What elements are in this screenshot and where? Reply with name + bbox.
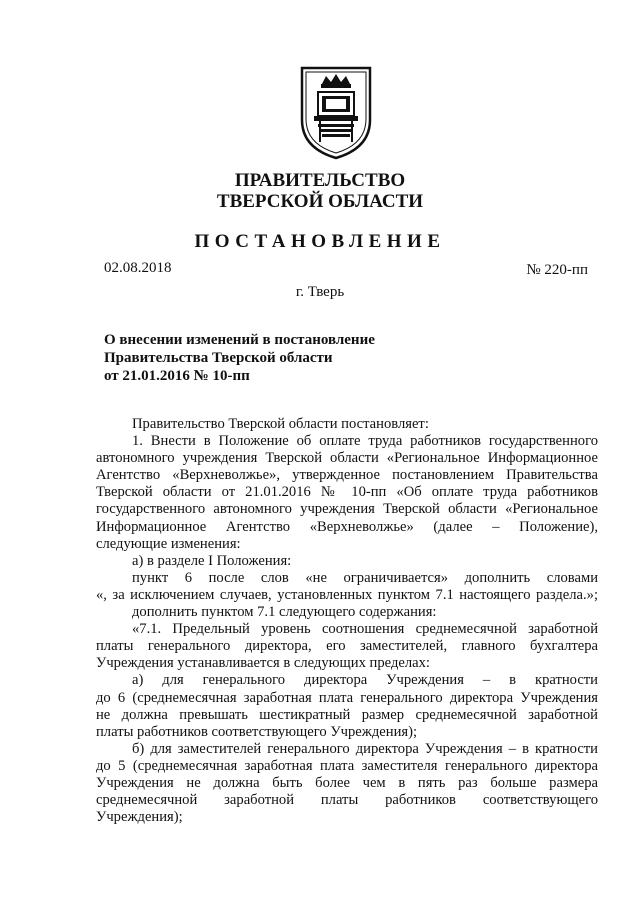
government-title-line1: ПРАВИТЕЛЬСТВО — [234, 170, 406, 191]
body-line: платы генерального директора, его заместителей, главного бухгалтера — [96, 638, 598, 655]
document-body — [96, 416, 598, 826]
body-line: не должна превышать шестикратный размер среднемесячной заработной — [96, 706, 598, 723]
body-line: «7.1. Предельный уровень соотношения среднемесячной заработной — [132, 621, 598, 638]
body-line: 1. Внести в Положение об оплате труда работников государственного — [132, 433, 598, 450]
body-line: Тверской области от 21.01.2016 № 10-пп «Об оплате труда работников — [96, 484, 598, 501]
document-type: ПОСТАНОВЛЕНИЕ — [194, 231, 446, 252]
body-line: Правительство Тверской области постановляет: — [132, 416, 429, 432]
subject-line: О внесении изменений в постановление — [104, 332, 375, 348]
body-line: Информационное Агентство «Верхневолжье» (далее – Положение), — [96, 518, 598, 535]
body-line: до 5 (среднемесячная заработная плата заместителя генерального директора — [96, 757, 598, 774]
body-line: Учреждения); — [96, 809, 183, 826]
body-line: б) для заместителей генерального директора Учреждения – в кратности — [132, 740, 598, 757]
coat-of-arms-emblem — [296, 62, 376, 162]
body-line: следующие изменения: — [96, 535, 241, 552]
body-line: платы работников соответствующего Учреждения); — [96, 723, 418, 740]
body-line: Агентство «Верхневолжье», утвержденное постановлением Правительства — [96, 467, 598, 484]
body-line: Учреждения не должна быть более чем в пять раз больше размера — [96, 774, 598, 791]
body-line: среднемесячной заработной платы работников соответствующего — [96, 792, 598, 809]
body-line: а) в разделе I Положения: — [132, 552, 292, 569]
body-line: дополнить пунктом 7.1 следующего содержания: — [132, 604, 437, 621]
body-line: «, за исключением случаев, установленных пунктом 7.1 настоящего раздела.»; — [96, 586, 598, 603]
body-line: а) для генерального директора Учреждения – в кратности — [132, 672, 598, 689]
body-line: Учреждения устанавливается в следующих пределах: — [96, 655, 430, 672]
body-line: автономного учреждения Тверской области «Региональное Информационное — [96, 450, 598, 467]
document-number: № 220-пп — [526, 262, 588, 278]
document-city: г. Тверь — [295, 284, 345, 300]
government-title-line2: ТВЕРСКОЙ ОБЛАСТИ — [216, 191, 424, 212]
body-line: пункт 6 после слов «не ограничивается» дополнить словами — [132, 569, 598, 586]
document-subject — [104, 331, 375, 385]
document-date: 02.08.2018 — [104, 260, 172, 276]
subject-line: Правительства Тверской области — [104, 350, 333, 366]
body-line: государственного автономного учреждения Тверской области «Региональное — [96, 501, 598, 518]
body-line: до 6 (среднемесячная заработная плата генерального директора Учреждения — [96, 689, 598, 706]
subject-line: от 21.01.2016 № 10-пп — [104, 368, 250, 384]
